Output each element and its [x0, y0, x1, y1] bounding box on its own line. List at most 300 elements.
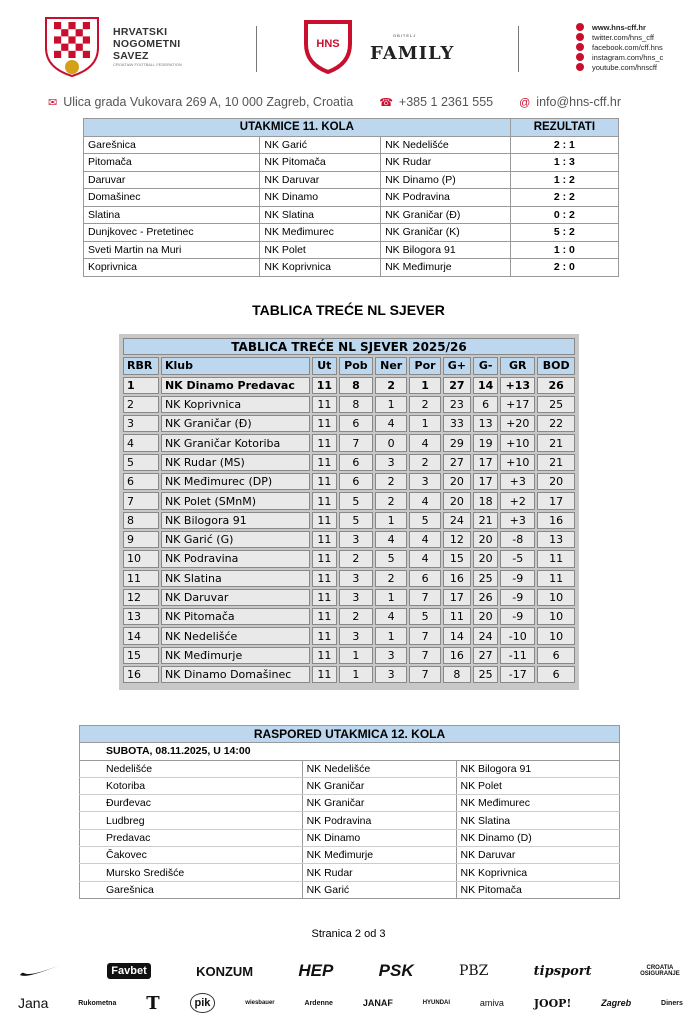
- standings-cell: +3: [500, 473, 535, 490]
- standings-cell: 11: [312, 647, 337, 664]
- org-subtitle: CROATIAN FOOTBALL FEDERATION: [113, 62, 182, 67]
- standings-cell: 33: [443, 415, 471, 432]
- result-score: 1 : 0: [510, 241, 618, 259]
- standings-club: NK Bilogora 91: [161, 512, 310, 529]
- standings-cell: 2: [409, 396, 440, 413]
- standings-row: [123, 434, 575, 451]
- standings-row: [123, 550, 575, 567]
- phone-icon: ☎: [379, 97, 393, 109]
- standings-cell: 17: [443, 589, 471, 606]
- standings-row: [123, 666, 575, 683]
- result-away: NK Graničar (K): [381, 224, 511, 242]
- standings-cell: -11: [500, 647, 535, 664]
- standings-cell: 11: [537, 550, 575, 567]
- standings-cell: 27: [473, 647, 498, 664]
- sponsor-logo: Ardenne: [304, 999, 333, 1007]
- crest-square: [68, 36, 75, 43]
- schedule-away: NK Bilogora 91: [456, 760, 619, 777]
- schedule-place: Predavac: [80, 829, 303, 846]
- standings-cell: +17: [500, 396, 535, 413]
- standings-club: NK Graničar (Đ): [161, 415, 310, 432]
- result-away: NK Međimurje: [381, 259, 511, 277]
- standings-club: NK Graničar Kotoriba: [161, 434, 310, 451]
- standings-cell: 16: [123, 666, 159, 683]
- standings-cell: 27: [443, 454, 471, 471]
- standings-cell: +10: [500, 434, 535, 451]
- result-away: NK Nedelišće: [381, 136, 511, 154]
- standings-cell: 24: [443, 512, 471, 529]
- schedule-home: NK Dinamo: [302, 829, 456, 846]
- sponsor-logo: JOOP!: [533, 996, 572, 1010]
- standings-cell: 11: [312, 666, 337, 683]
- standings-cell: 18: [473, 492, 498, 509]
- youtube-icon: [576, 63, 584, 71]
- standings-row: [123, 570, 575, 587]
- result-home: NK Međimurec: [260, 224, 381, 242]
- standings-cell: 24: [473, 627, 498, 644]
- standings-cell: 17: [537, 492, 575, 509]
- standings-cell: 14: [443, 627, 471, 644]
- standings-cell: 11: [312, 473, 337, 490]
- results-score-header: REZULTATI: [510, 119, 618, 137]
- standings-club: NK Koprivnica: [161, 396, 310, 413]
- standings-row: [123, 415, 575, 432]
- schedule-place: Garešnica: [80, 881, 303, 898]
- sponsor-logo: Jana: [18, 995, 49, 1011]
- standings-cell: 9: [123, 531, 159, 548]
- result-place: Daruvar: [84, 171, 260, 189]
- standings-cell: 11: [312, 415, 337, 432]
- standings-cell: 2: [375, 377, 407, 394]
- web-icon: [576, 23, 584, 31]
- standings-col-header: Ut: [312, 357, 337, 374]
- crest-square: [54, 22, 61, 29]
- standings-cell: 11: [312, 531, 337, 548]
- sponsor-logo: pik: [190, 993, 216, 1013]
- standings-row: [123, 377, 575, 394]
- standings-cell: -9: [500, 570, 535, 587]
- standings-cell: 16: [443, 647, 471, 664]
- family-sup: OBITELJ: [393, 33, 417, 38]
- standings-row: [123, 454, 575, 471]
- facebook-icon: [576, 43, 584, 51]
- result-row: [84, 224, 619, 242]
- standings-cell: 11: [537, 570, 575, 587]
- email[interactable]: info@hns-cff.hr: [536, 95, 622, 109]
- standings-club: NK Međimurec (DP): [161, 473, 310, 490]
- standings-cell: 7: [123, 492, 159, 509]
- result-score: 2 : 1: [510, 136, 618, 154]
- standings-row: [123, 647, 575, 664]
- standings-cell: 8: [443, 666, 471, 683]
- schedule-home: NK Međimurje: [302, 847, 456, 864]
- schedule-row: [80, 847, 620, 864]
- twitter-icon: [576, 33, 584, 41]
- standings-cell: 3: [375, 647, 407, 664]
- family-name: FAMILY: [370, 43, 455, 64]
- standings-cell: 1: [375, 589, 407, 606]
- standings-cell: 4: [409, 531, 440, 548]
- standings-cell: 8: [339, 396, 373, 413]
- sponsor-logo: PBZ: [458, 963, 489, 979]
- standings-cell: 2: [375, 492, 407, 509]
- standings-cell: 6: [339, 473, 373, 490]
- standings-cell: 3: [339, 627, 373, 644]
- social-link[interactable]: twitter.com/hns_cff: [592, 32, 654, 42]
- standings-cell: 1: [375, 396, 407, 413]
- standings-cell: 23: [443, 396, 471, 413]
- standings-cell: 1: [339, 666, 373, 683]
- standings-cell: 5: [339, 492, 373, 509]
- standings-cell: 11: [312, 396, 337, 413]
- sponsor-logo: KONZUM: [196, 963, 254, 979]
- sponsor-logo: wiesbauer: [245, 1000, 275, 1006]
- schedule-away: NK Međimurec: [456, 795, 619, 812]
- standings-row: [123, 627, 575, 644]
- standings-cell: 10: [537, 608, 575, 625]
- standings-cell: 22: [537, 415, 575, 432]
- standings-club: NK Dinamo Domašinec: [161, 666, 310, 683]
- org-name: HRVATSKI NOGOMETNI SAVEZ: [113, 26, 181, 62]
- schedule-table: [79, 725, 620, 899]
- standings-cell: 14: [123, 627, 159, 644]
- standings-title: TABLICA TREĆE NL SJEVER: [252, 302, 445, 318]
- standings-cell: 3: [339, 531, 373, 548]
- schedule-home: NK Rudar: [302, 864, 456, 881]
- standings-cell: 3: [339, 589, 373, 606]
- crest-square: [61, 44, 68, 51]
- divider: [518, 26, 519, 72]
- standings-cell: +20: [500, 415, 535, 432]
- schedule-title: RASPORED UTAKMICA 12. KOLA: [80, 726, 620, 743]
- standings-cell: +10: [500, 454, 535, 471]
- standings-cell: 4: [409, 492, 440, 509]
- result-row: [84, 136, 619, 154]
- result-home: NK Polet: [260, 241, 381, 259]
- standings-col-header: G+: [443, 357, 471, 374]
- schedule-home: NK Nedelišće: [302, 760, 456, 777]
- schedule-place: Mursko Središće: [80, 864, 303, 881]
- schedule-away: NK Polet: [456, 777, 619, 794]
- standings-cell: 5: [123, 454, 159, 471]
- standings-cell: 25: [473, 666, 498, 683]
- result-home: NK Pitomača: [260, 154, 381, 172]
- result-row: [84, 154, 619, 172]
- standings-cell: -5: [500, 550, 535, 567]
- standings-club: NK Podravina: [161, 550, 310, 567]
- standings-cell: 1: [409, 377, 440, 394]
- standings-cell: 4: [123, 434, 159, 451]
- sponsor-logo: PSK: [378, 961, 414, 980]
- schedule-home: NK Graničar: [302, 777, 456, 794]
- standings-cell: 1: [123, 377, 159, 394]
- standings-cell: 3: [375, 666, 407, 683]
- crest-square: [68, 51, 75, 58]
- result-score: 2 : 2: [510, 189, 618, 207]
- standings-cell: 6: [409, 570, 440, 587]
- standings-cell: 11: [312, 512, 337, 529]
- standings-cell: 4: [409, 434, 440, 451]
- standings-cell: 8: [123, 512, 159, 529]
- standings-cell: 21: [473, 512, 498, 529]
- standings-cell: 16: [443, 570, 471, 587]
- standings-cell: 5: [339, 512, 373, 529]
- result-score: 1 : 2: [510, 171, 618, 189]
- standings-cell: 29: [443, 434, 471, 451]
- standings-cell: 20: [473, 608, 498, 625]
- standings-cell: 20: [537, 473, 575, 490]
- standings-row: [123, 473, 575, 490]
- standings-row: [123, 589, 575, 606]
- standings-cell: 11: [312, 492, 337, 509]
- standings-row: [123, 492, 575, 509]
- standings-cell: 1: [339, 647, 373, 664]
- standings-club: NK Nedelišće: [161, 627, 310, 644]
- crest-square: [68, 22, 75, 29]
- social-link[interactable]: youtube.com/hnscff: [592, 62, 657, 72]
- result-home: NK Garić: [260, 136, 381, 154]
- standings-cell: 6: [473, 396, 498, 413]
- standings-cell: 4: [409, 550, 440, 567]
- standings-cell: 3: [123, 415, 159, 432]
- schedule-home: NK Podravina: [302, 812, 456, 829]
- schedule-row: [80, 777, 620, 794]
- family-logo-letters: HNS: [316, 38, 340, 50]
- schedule-away: NK Pitomača: [456, 881, 619, 898]
- result-row: [84, 259, 619, 277]
- standings-cell: -17: [500, 666, 535, 683]
- standings-cell: 14: [473, 377, 498, 394]
- result-away: NK Rudar: [381, 154, 511, 172]
- result-row: [84, 171, 619, 189]
- result-home: NK Slatina: [260, 206, 381, 224]
- standings-cell: 5: [409, 608, 440, 625]
- standings-cell: 26: [537, 377, 575, 394]
- standings-cell: 1: [375, 512, 407, 529]
- standings-col-header: G-: [473, 357, 498, 374]
- standings-cell: -9: [500, 608, 535, 625]
- swoosh-logo-icon: [18, 963, 62, 979]
- standings-col-header: GR: [500, 357, 535, 374]
- standings-club: NK Rudar (MS): [161, 454, 310, 471]
- standings-cell: 25: [473, 570, 498, 587]
- result-away: NK Bilogora 91: [381, 241, 511, 259]
- sponsor-logo: T: [146, 992, 160, 1014]
- standings-cell: 13: [537, 531, 575, 548]
- social-link[interactable]: www.hns-cff.hr: [592, 22, 646, 32]
- standings-cell: 11: [312, 550, 337, 567]
- standings-cell: +3: [500, 512, 535, 529]
- standings-cell: 1: [375, 627, 407, 644]
- standings-cell: 17: [473, 454, 498, 471]
- standings-cell: 11: [312, 570, 337, 587]
- standings-col-header: RBR: [123, 357, 159, 374]
- standings-club: NK Slatina: [161, 570, 310, 587]
- standings-cell: 13: [123, 608, 159, 625]
- crest-square: [54, 51, 61, 58]
- result-row: [84, 189, 619, 207]
- standings-cell: 2: [375, 570, 407, 587]
- standings-cell: 15: [123, 647, 159, 664]
- at-icon: @: [519, 97, 531, 109]
- result-score: 1 : 3: [510, 154, 618, 172]
- standings-cell: 3: [375, 454, 407, 471]
- schedule-row: [80, 881, 620, 898]
- result-row: [84, 206, 619, 224]
- standings-club: NK Daruvar: [161, 589, 310, 606]
- standings-cell: 5: [409, 512, 440, 529]
- crest-square: [61, 29, 68, 36]
- schedule-place: Đurđevac: [80, 795, 303, 812]
- result-away: NK Podravina: [381, 189, 511, 207]
- standings-cell: 4: [375, 608, 407, 625]
- standings-cell: 11: [312, 627, 337, 644]
- standings-club: NK Garić (G): [161, 531, 310, 548]
- standings-cell: 1: [409, 415, 440, 432]
- standings-cell: 17: [473, 473, 498, 490]
- schedule-away: NK Koprivnica: [456, 864, 619, 881]
- crest-square: [83, 36, 90, 43]
- standings-cell: -10: [500, 627, 535, 644]
- standings-cell: +2: [500, 492, 535, 509]
- standings-cell: +13: [500, 377, 535, 394]
- standings-cell: 25: [537, 396, 575, 413]
- standings-cell: 8: [339, 377, 373, 394]
- result-home: NK Koprivnica: [260, 259, 381, 277]
- standings-club: NK Polet (SMnM): [161, 492, 310, 509]
- instagram-icon: [576, 53, 584, 61]
- standings-cell: 11: [312, 377, 337, 394]
- standings-cell: 15: [443, 550, 471, 567]
- standings-col-header: Por: [409, 357, 440, 374]
- standings-col-header: Ner: [375, 357, 407, 374]
- standings-cell: 4: [375, 531, 407, 548]
- standings-cell: 0: [375, 434, 407, 451]
- sponsor-logo: JANAF: [362, 998, 393, 1008]
- sponsor-logo: HYUNDAI: [422, 1000, 451, 1006]
- result-place: Garešnica: [84, 136, 260, 154]
- standings-cell: 11: [312, 608, 337, 625]
- standings-col-header: Pob: [339, 357, 373, 374]
- standings-cell: 10: [123, 550, 159, 567]
- result-row: [84, 241, 619, 259]
- standings-row: [123, 396, 575, 413]
- address: Ulica grada Vukovara 269 A, 10 000 Zagreb, Croatia: [63, 95, 354, 109]
- standings-cell: 2: [375, 473, 407, 490]
- social-link[interactable]: facebook.com/cff.hns: [592, 42, 663, 52]
- standings-table: [121, 336, 577, 685]
- standings-cell: 21: [537, 434, 575, 451]
- results-table: [83, 118, 619, 277]
- sponsors-row-2: [18, 990, 683, 1016]
- schedule-row: [80, 864, 620, 881]
- page-header: [0, 12, 697, 82]
- standings-cell: 6: [537, 647, 575, 664]
- standings-cell: 16: [537, 512, 575, 529]
- standings-cell: 20: [473, 531, 498, 548]
- result-score: 2 : 0: [510, 259, 618, 277]
- crest-square: [83, 22, 90, 29]
- standings-cell: -9: [500, 589, 535, 606]
- standings-club: NK Dinamo Predavac: [161, 377, 310, 394]
- result-home: NK Daruvar: [260, 171, 381, 189]
- crest-square: [54, 36, 61, 43]
- standings-club: NK Pitomača: [161, 608, 310, 625]
- standings-caption: TABLICA TREĆE NL SJEVER 2025/26: [123, 338, 575, 355]
- standings-club: NK Međimurje: [161, 647, 310, 664]
- standings-cell: 3: [339, 570, 373, 587]
- divider: [256, 26, 257, 72]
- standings-cell: 6: [123, 473, 159, 490]
- standings-cell: 20: [443, 492, 471, 509]
- schedule-place: Čakovec: [80, 847, 303, 864]
- standings-cell: 7: [339, 434, 373, 451]
- schedule-home: NK Graničar: [302, 795, 456, 812]
- standings-cell: 6: [339, 454, 373, 471]
- crest-square: [76, 44, 83, 51]
- standings-cell: 10: [537, 589, 575, 606]
- result-score: 0 : 2: [510, 206, 618, 224]
- sponsor-logo: amiva: [479, 998, 504, 1008]
- schedule-away: NK Slatina: [456, 812, 619, 829]
- standings-cell: 2: [123, 396, 159, 413]
- standings-cell: 3: [409, 473, 440, 490]
- result-place: Dunjkovec - Pretetinec: [84, 224, 260, 242]
- standings-col-header: Klub: [161, 357, 310, 374]
- standings-cell: 5: [375, 550, 407, 567]
- standings-cell: -8: [500, 531, 535, 548]
- crest-square: [76, 29, 83, 36]
- schedule-row: [80, 829, 620, 846]
- schedule-row: [80, 760, 620, 777]
- standings-cell: 21: [537, 454, 575, 471]
- standings-cell: 7: [409, 627, 440, 644]
- standings-cell: 2: [339, 608, 373, 625]
- standings-cell: 26: [473, 589, 498, 606]
- results-title: UTAKMICE 11. KOLA: [84, 119, 511, 137]
- standings-table-frame: [119, 334, 579, 690]
- crest-square: [83, 51, 90, 58]
- standings-cell: 20: [443, 473, 471, 490]
- schedule-away: NK Dinamo (D): [456, 829, 619, 846]
- standings-cell: 12: [443, 531, 471, 548]
- standings-cell: 11: [312, 589, 337, 606]
- result-home: NK Dinamo: [260, 189, 381, 207]
- schedule-away: NK Daruvar: [456, 847, 619, 864]
- schedule-date: SUBOTA, 08.11.2025, U 14:00: [80, 743, 620, 760]
- standings-cell: 13: [473, 415, 498, 432]
- social-link[interactable]: instagram.com/hns_c: [592, 52, 664, 62]
- standings-row: [123, 531, 575, 548]
- standings-row: [123, 512, 575, 529]
- result-away: NK Dinamo (P): [381, 171, 511, 189]
- schedule-home: NK Garić: [302, 881, 456, 898]
- result-place: Pitomača: [84, 154, 260, 172]
- sponsor-logo: HEP: [298, 961, 334, 980]
- standings-cell: 7: [409, 647, 440, 664]
- result-place: Koprivnica: [84, 259, 260, 277]
- standings-row: [123, 608, 575, 625]
- schedule-place: Kotoriba: [80, 777, 303, 794]
- schedule-place: Ludbreg: [80, 812, 303, 829]
- standings-cell: 2: [409, 454, 440, 471]
- standings-cell: 12: [123, 589, 159, 606]
- schedule-row: [80, 812, 620, 829]
- mail-icon: ✉: [48, 97, 58, 109]
- result-place: Sveti Martin na Muri: [84, 241, 260, 259]
- result-place: Domašinec: [84, 189, 260, 207]
- standings-cell: 6: [339, 415, 373, 432]
